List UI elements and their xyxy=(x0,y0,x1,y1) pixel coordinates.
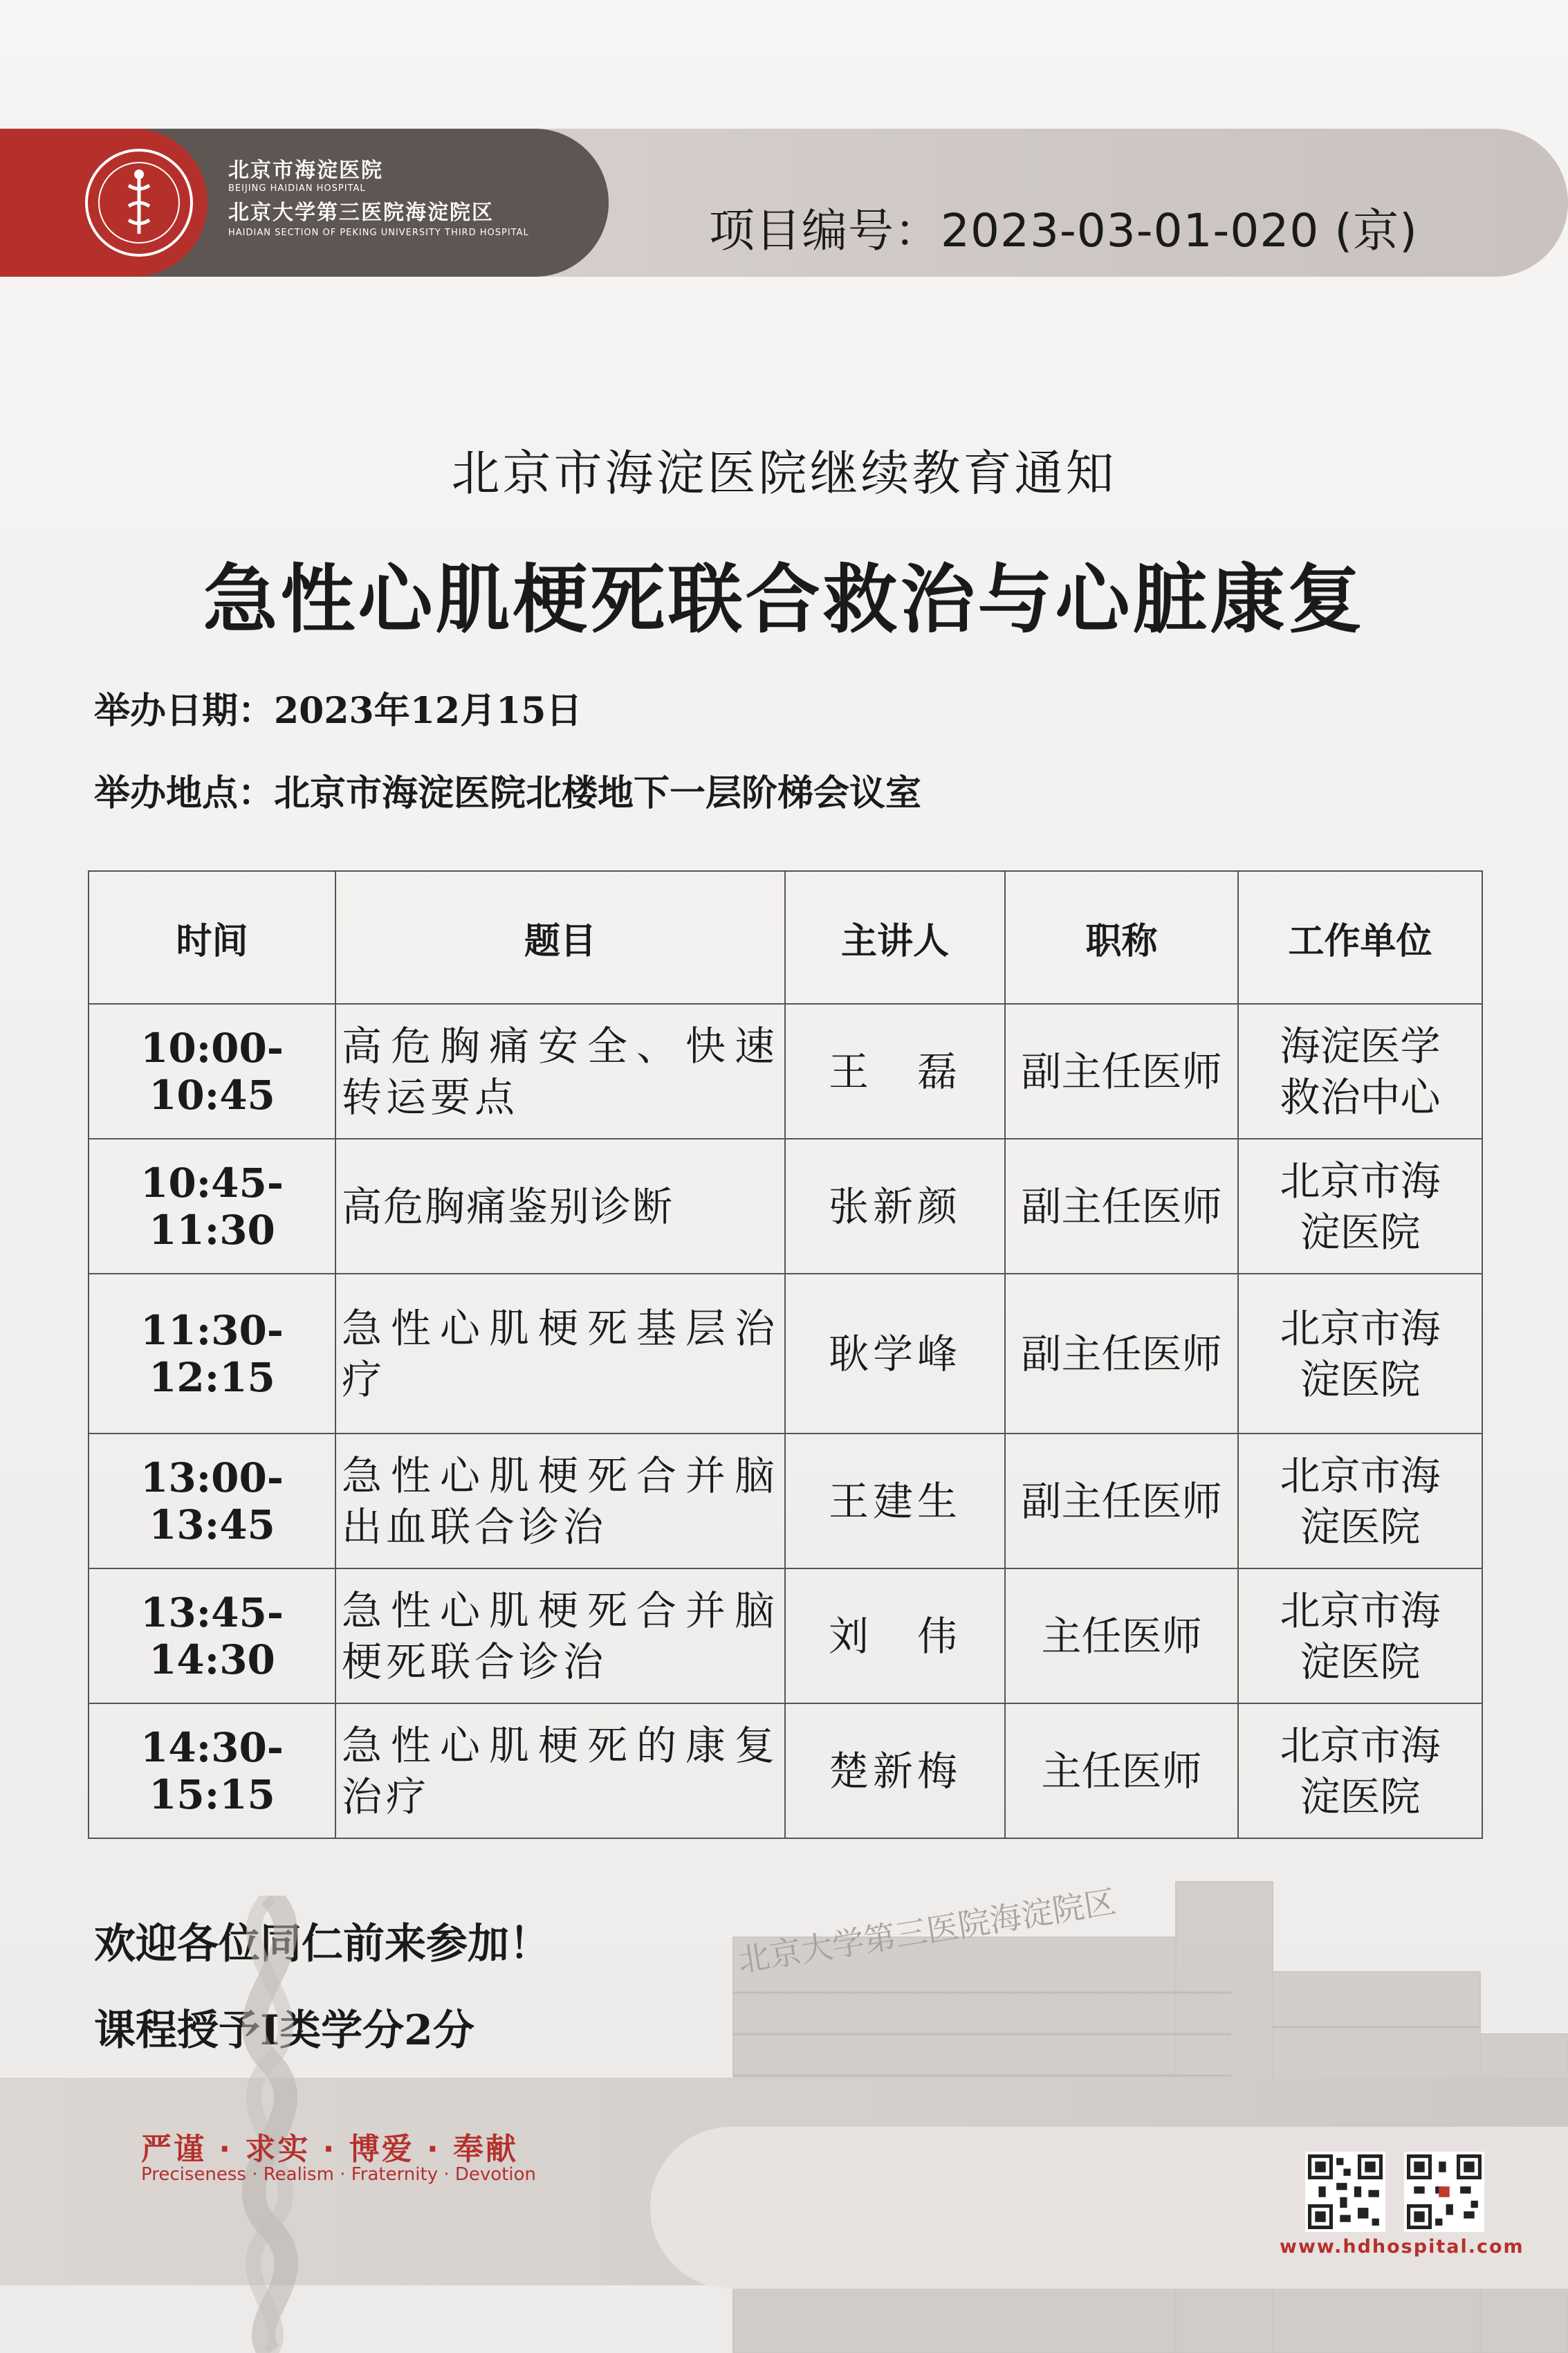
building-sign: 北京大学第三医院海淀院区 xyxy=(735,1883,1118,1979)
section-name-en: HAIDIAN SECTION OF PEKING UNIVERSITY THIRD HOSPITAL xyxy=(228,228,529,238)
cell-title: 副主任医师 xyxy=(1005,1434,1238,1568)
cell-topic: 急性心肌梗死合并脑梗死联合诊治 xyxy=(335,1568,785,1703)
cell-title: 主任医师 xyxy=(1005,1703,1238,1838)
header-speaker: 主讲人 xyxy=(785,871,1005,1004)
cell-speaker: 张新颜 xyxy=(785,1139,1005,1274)
cell-time: 10:45-11:30 xyxy=(89,1139,335,1274)
cell-time: 14:30-15:15 xyxy=(89,1703,335,1838)
credit-note: 课程授予I类学分2分 xyxy=(94,2006,474,2055)
cell-title: 主任医师 xyxy=(1005,1568,1238,1703)
header-band xyxy=(0,129,1568,277)
event-venue: 举办地点：北京市海淀医院北楼地下一层阶梯会议室 xyxy=(94,772,922,814)
hospital-name-block xyxy=(228,159,529,239)
hospital-name-en: BEIJING HAIDIAN HOSPITAL xyxy=(228,183,366,194)
qr-code-icon xyxy=(1305,2152,1385,2232)
cell-unit: 北京市海淀医院 xyxy=(1238,1139,1482,1274)
cell-time: 11:30-12:15 xyxy=(89,1274,335,1434)
cell-speaker: 王建生 xyxy=(785,1434,1005,1568)
table-row xyxy=(89,1004,1482,1139)
event-date: 举办日期：2023年12月15日 xyxy=(94,690,582,732)
cell-topic: 急性心肌梗死合并脑出血联合诊治 xyxy=(335,1434,785,1568)
qr-code-icon xyxy=(1404,2152,1484,2232)
header-time: 时间 xyxy=(89,871,335,1004)
cell-topic: 急性心肌梗死的康复治疗 xyxy=(335,1703,785,1838)
schedule-table xyxy=(88,870,1483,1839)
table-row xyxy=(89,1568,1482,1703)
cell-title: 副主任医师 xyxy=(1005,1274,1238,1434)
cell-title: 副主任医师 xyxy=(1005,1004,1238,1139)
cell-unit: 北京市海淀医院 xyxy=(1238,1703,1482,1838)
cell-time: 13:00-13:45 xyxy=(89,1434,335,1568)
header-title: 职称 xyxy=(1005,871,1238,1004)
motto-cn: 严谨 · 求实 · 博爱 · 奉献 xyxy=(141,2132,519,2167)
cell-speaker: 楚新梅 xyxy=(785,1703,1005,1838)
hospital-logo xyxy=(83,147,195,259)
cell-title: 副主任医师 xyxy=(1005,1139,1238,1274)
cell-time: 10:00-10:45 xyxy=(89,1004,335,1139)
cell-speaker: 耿学峰 xyxy=(785,1274,1005,1434)
section-name-cn: 北京大学第三医院海淀院区 xyxy=(228,201,494,225)
cell-speaker: 刘 伟 xyxy=(785,1568,1005,1703)
cell-topic: 急性心肌梗死基层治疗 xyxy=(335,1274,785,1434)
notice-subtitle: 北京市海淀医院继续教育通知 xyxy=(451,445,1117,502)
header-unit: 工作单位 xyxy=(1238,871,1482,1004)
table-row xyxy=(89,1434,1482,1568)
cell-unit: 北京市海淀医院 xyxy=(1238,1434,1482,1568)
table-row xyxy=(89,1703,1482,1838)
motto-en: Preciseness · Realism · Fraternity · Devotion xyxy=(141,2164,536,2185)
website-link[interactable]: www.hdhospital.com xyxy=(1280,2236,1524,2258)
table-header-row xyxy=(89,871,1482,1004)
notice-title: 急性心肌梗死联合救治与心脏康复 xyxy=(203,556,1365,643)
cell-speaker: 王 磊 xyxy=(785,1004,1005,1139)
welcome-message: 欢迎各位同仁前来参加！ xyxy=(94,1920,551,1968)
cell-unit: 海淀医学救治中心 xyxy=(1238,1004,1482,1139)
table-row xyxy=(89,1274,1482,1434)
cell-topic: 高危胸痛鉴别诊断 xyxy=(335,1139,785,1274)
table-row xyxy=(89,1139,1482,1274)
cell-topic: 高危胸痛安全、快速转运要点 xyxy=(335,1004,785,1139)
header-topic: 题目 xyxy=(335,871,785,1004)
cell-time: 13:45-14:30 xyxy=(89,1568,335,1703)
project-number: 项目编号：2023-03-01-020 (京) xyxy=(709,204,1418,257)
cell-unit: 北京市海淀医院 xyxy=(1238,1274,1482,1434)
hospital-name-cn: 北京市海淀医院 xyxy=(228,158,383,183)
cell-unit: 北京市海淀医院 xyxy=(1238,1568,1482,1703)
